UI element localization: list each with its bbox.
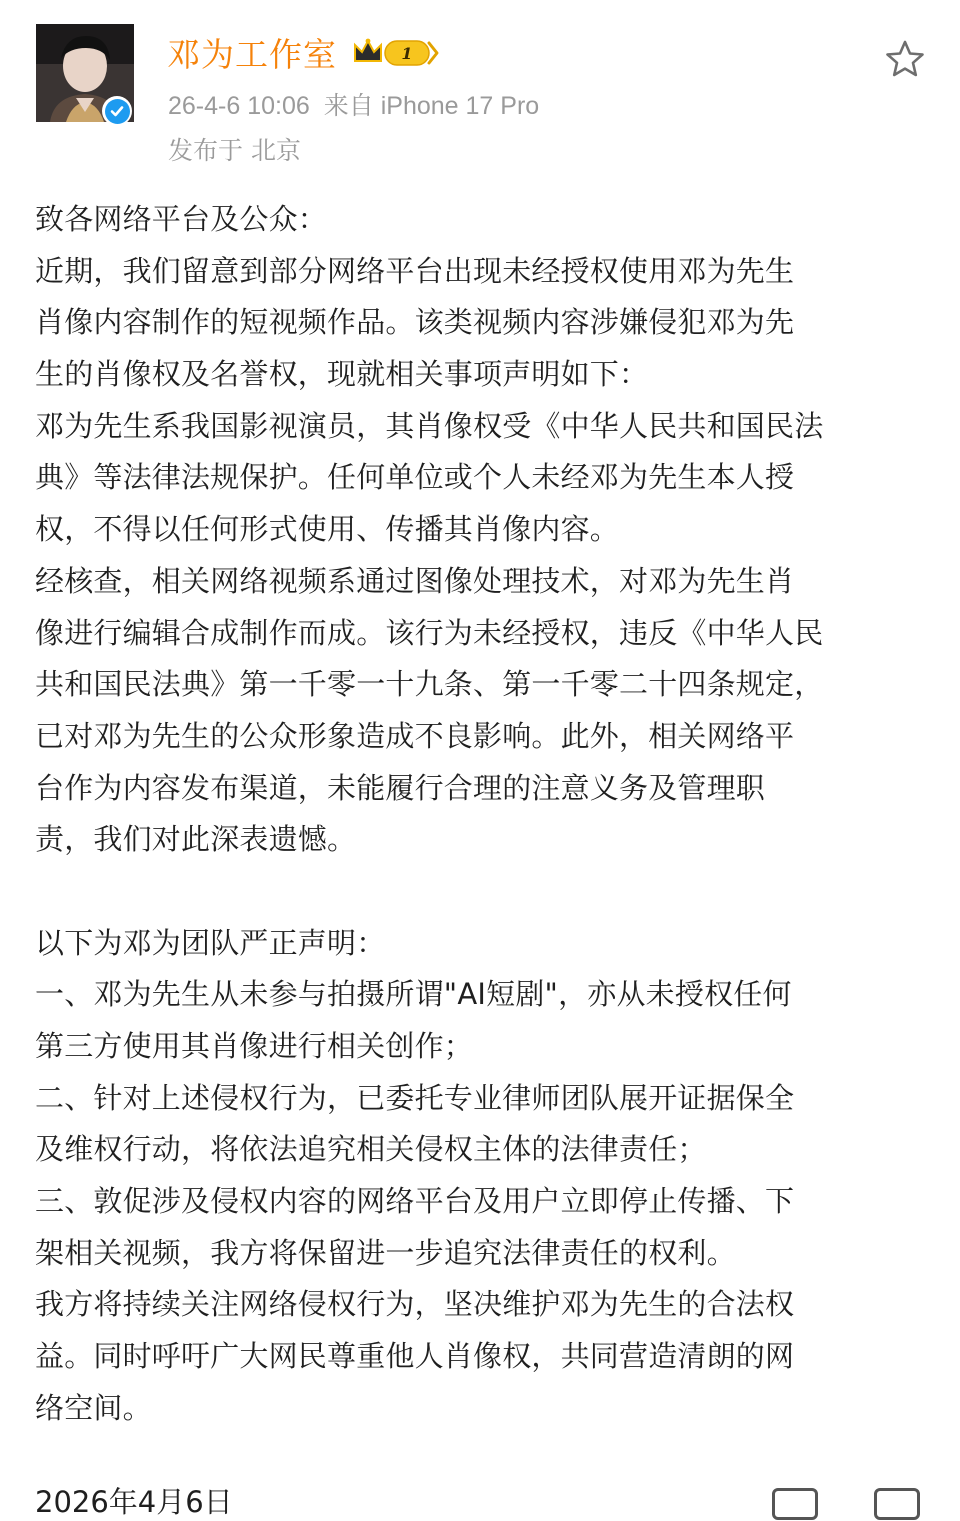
comment-icon[interactable] <box>874 1488 920 1520</box>
body-line: 已对邓为先生的公众形象造成不良影响。此外，相关网络平 <box>35 718 795 753</box>
body-line: 像进行编辑合成制作而成。该行为未经授权，违反《中华人民 <box>35 615 824 650</box>
author-name[interactable]: 邓为工作室 <box>167 34 337 74</box>
body-line: 近期，我们留意到部分网络平台出现未经授权使用邓为先生 <box>35 253 795 288</box>
statement-date: 2026年4月6日 <box>35 1485 233 1519</box>
author-row <box>167 28 441 76</box>
body-line: 经核查，相关网络视频系通过图像处理技术，对邓为先生肖 <box>35 563 795 598</box>
body-line: 责，我们对此深表遗憾。 <box>35 822 357 857</box>
body-line: 肖像内容制作的短视频作品。该类视频内容涉嫌侵犯邓为先 <box>35 305 795 340</box>
post-source: 来自 iPhone 17 Pro <box>323 92 540 120</box>
body-line: 第三方使用其肖像进行相关创作； <box>35 1029 474 1063</box>
post-location: 发布于 北京 <box>168 136 301 165</box>
vip-level-text: 1 <box>401 44 413 63</box>
paragraph-gap <box>35 866 930 918</box>
body-line: 及维权行动，将依法追究相关侵权主体的法律责任； <box>35 1132 707 1167</box>
verified-badge-icon <box>102 96 132 126</box>
body-line: 典》等法律法规保护。任何单位或个人未经邓为先生本人授 <box>35 460 795 495</box>
body-line: 架相关视频，我方将保留进一步追究法律责任的权利。 <box>35 1235 736 1270</box>
crown-vip-icon[interactable] <box>351 35 441 69</box>
post-timestamp: 26-4-6 10:06 <box>168 92 310 120</box>
body-line: 以下为邓为团队严正声明： <box>35 925 386 960</box>
body-line: 三、敦促涉及侵权内容的网络平台及用户立即停止传播、下 <box>35 1184 795 1219</box>
body-line: 台作为内容发布渠道，未能履行合理的注意义务及管理职 <box>35 770 766 805</box>
star-outline-icon[interactable] <box>884 38 926 80</box>
body-line: 共和国民法典》第一千零一十九条、第一千零二十四条规定， <box>35 667 824 702</box>
repost-icon[interactable] <box>772 1488 818 1520</box>
body-line: 二、针对上述侵权行为，已委托专业律师团队展开证据保全 <box>35 1080 795 1115</box>
body-line: 一、邓为先生从未参与拍摄所谓"AI短剧"，亦从未授权任何 <box>35 977 792 1012</box>
body-line: 益。同时呼吁广大网民尊重他人肖像权，共同营造清朗的网 <box>35 1339 795 1374</box>
post-header <box>0 0 960 180</box>
post-body <box>35 194 930 1435</box>
body-line: 邓为先生系我国影视演员，其肖像权受《中华人民共和国民法 <box>35 408 824 443</box>
body-line: 致各网络平台及公众： <box>35 202 328 236</box>
body-line: 我方将持续关注网络侵权行为，坚决维护邓为先生的合法权 <box>35 1287 795 1322</box>
body-line: 生的肖像权及名誉权，现就相关事项声明如下： <box>35 357 649 392</box>
body-line: 络空间。 <box>35 1390 152 1425</box>
post-meta <box>168 86 539 122</box>
body-line: 权，不得以任何形式使用、传播其肖像内容。 <box>35 512 620 547</box>
action-bar-partial <box>772 1488 922 1500</box>
